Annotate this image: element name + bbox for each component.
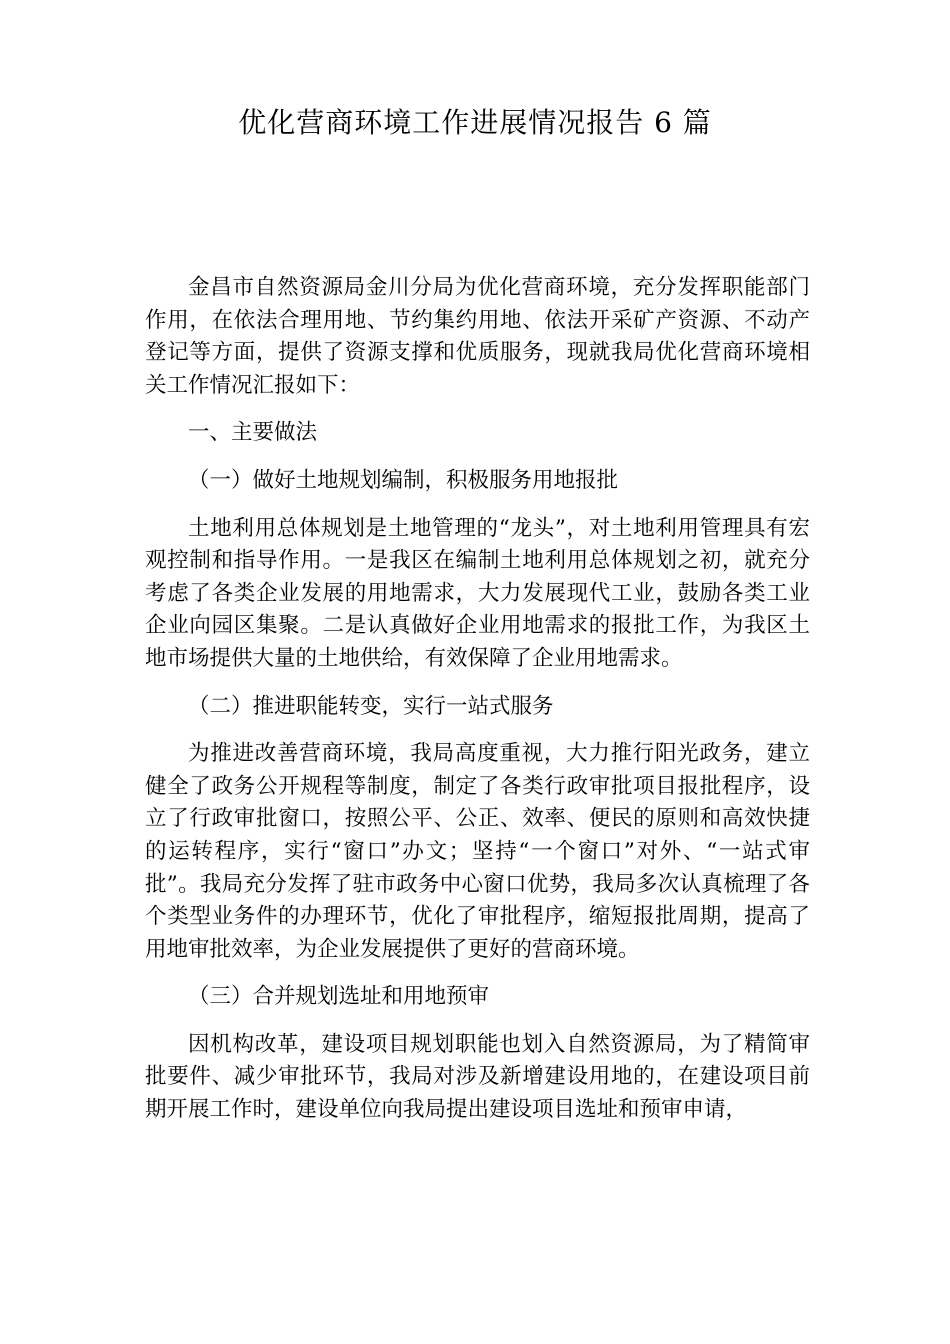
section-heading-main-practices: 一、主要做法 xyxy=(188,420,318,446)
subsection-heading-1: （一）做好土地规划编制，积极服务用地报批 xyxy=(188,467,619,493)
body-paragraph-3: 因机构改革，建设项目规划职能也划入自然资源局，为了精简审批要件、减少审批环节，我局对涉及新增建设用地的，在建设项目前期开展工作时，建设单位向我局提出建设项目选址和预审申请， xyxy=(145,1031,810,1123)
intro-paragraph: 金昌市自然资源局金川分局为优化营商环境，充分发挥职能部门作用，在依法合理用地、节约集约用地、依法开采矿产资源、不动产登记等方面，提供了资源支撑和优质服务，现就我局优化营商环境相关工作情况汇报如下： xyxy=(145,275,810,398)
body-paragraph-2: 为推进改善营商环境，我局高度重视，大力推行阳光政务，建立健全了政务公开规程等制度，制定了各类行政审批项目报批程序，设立了行政审批窗口，按照公平、公正、效率、便民的原则和高效快捷的运转程序，实行“窗口”办文；坚持“一个窗口”对外、“一站式审批”。我局充分发挥了驻市政务中心窗口优势，我局多次认真梳理了各个类型业务件的办理环节，优化了审批程序，缩短报批周期，提高了用地审批效率，为企业发展提供了更好的营商环境。 xyxy=(145,741,810,962)
subsection-heading-3: （三）合并规划选址和用地预审 xyxy=(188,984,490,1010)
document-body xyxy=(145,272,810,1127)
document-title: 优化营商环境工作进展情况报告 6 篇 xyxy=(238,106,712,139)
subsection-heading-2: （二）推进职能转变，实行一站式服务 xyxy=(188,693,554,719)
body-paragraph-1: 土地利用总体规划是土地管理的“龙头”，对土地利用管理具有宏观控制和指导作用。一是我区在编制土地利用总体规划之初，就充分考虑了各类企业发展的用地需求，大力发展现代工业，鼓励各类工业企业向园区集聚。二是认真做好企业用地需求的报批工作，为我区土地市场提供大量的土地供给，有效保障了企业用地需求。 xyxy=(145,515,810,671)
